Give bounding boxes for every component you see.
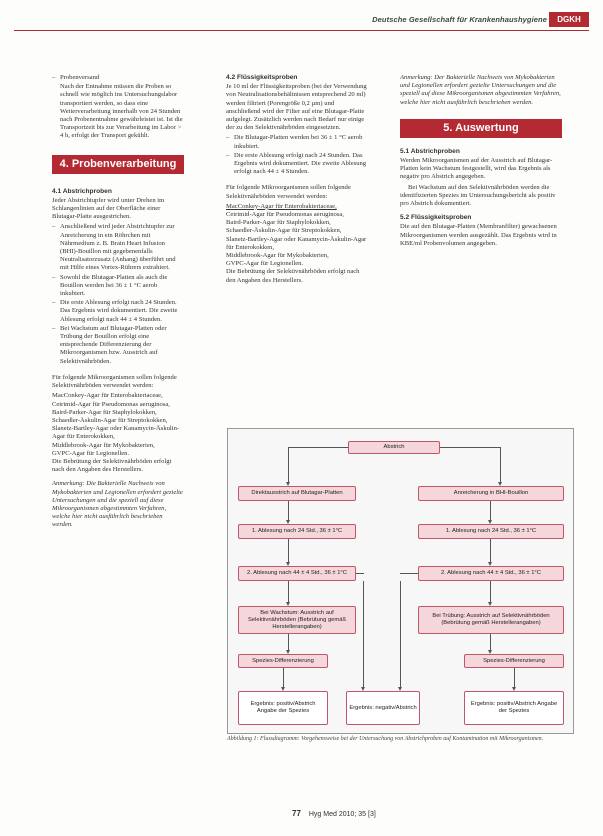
media-intro: Für folgende Mikroorganismen sollen folgende Selektivnährböden verwendet werden:	[52, 373, 177, 390]
arrow	[288, 634, 289, 651]
journal-header-tag: DGKH	[549, 12, 589, 27]
flow-left-growth: Bei Wachstum: Ausstrich auf Selektivnährböden (Bebrütung gemäß Herstellerangaben)	[238, 606, 356, 634]
media-item: Middlebrook-Agar für Mykobakterien,	[226, 252, 329, 260]
transport-list	[52, 74, 184, 82]
liquid-steps	[226, 134, 368, 176]
media-list	[52, 392, 184, 458]
arrow	[490, 501, 491, 521]
media-item: Baird-Parker-Agar für Staphylokokken,	[226, 219, 331, 227]
flow-right-reading-1: 1. Ablesung nach 24 Std., 36 ± 1°C	[418, 524, 564, 539]
flowchart	[227, 428, 574, 734]
flow-left-reading-2: 2. Ablesung nach 44 ± 4 Std., 36 ± 1°C	[238, 566, 356, 581]
flow-right-reading-2: 2. Ablesung nach 44 ± 4 Std., 36 ± 1°C	[418, 566, 564, 581]
subheading-4-1: 4.1 Abstrichproben	[52, 187, 112, 195]
swab-step: – Anschließend wird jeder Abstrichtupfer zur Anreicherung in ein Röhrchen mit Nährmedium z. B. Brain Heart Infusion (BHI)-Bouillon mit gegebenenfalls Neutralisatorzusatz (Anhang) überführt und mit Hilfe eines Vortex-Rührers extrahiert.	[52, 223, 184, 272]
swab-intro: Jeder Abstrichtupfer wird unter Drehen im Schlangenlinien auf der Oberfläche einer Blutagar-Platte ausgestrichen.	[52, 196, 165, 221]
flow-left-reading-1: 1. Ablesung nach 24 Std., 36 ± 1°C	[238, 524, 356, 539]
media-item: Schaedler-Äskulin-Agar für Streptokokken,	[52, 416, 168, 424]
liquid-media-intro: Für folgende Mikroorganismen sollen folgende Selektivnährböden verwendet werden:	[226, 184, 351, 200]
section-heading-4: 4. Probenverarbeitung	[52, 155, 184, 174]
flow-direct-plating: Direktausstrich auf Blutagar-Platten	[238, 486, 356, 501]
subheading-4-2: 4.2 Flüssigkeitsproben	[226, 74, 298, 81]
figure-caption: Abbildung 1: Flussdiagramm: Vorgehensweise bei der Untersuchung von Abstrichproben auf Kontamination mit Mikroorganismen.	[227, 736, 544, 742]
eval-swab-text-1: Werden Mikroorganismen auf der Ausstrich auf Blutagar-Platten kein Wachstum festgestellt, wird das Ergebnis als negativ pro Abstrich angegeben.	[400, 157, 553, 181]
remark-top: Anmerkung: Der Bakterielle Nachweis von Mykobakterien und Legionellen erfordert gezielte Untersuchungen und die speziell auf diese Mikroorganismen abgestimmten Verfahren, welche hier nicht ausführlich beschrieben werden.	[400, 74, 561, 106]
journal-citation: Hyg Med 2010; 35 [3]	[308, 811, 376, 818]
transport-item: – Probenversand	[52, 74, 184, 82]
arrow	[514, 668, 515, 688]
flow-enrichment: Anreicherung in BHI-Bouillon	[418, 486, 564, 501]
flow-result-positive-left: Ergebnis: positiv/Abstrich Angabe der Spezies	[238, 691, 328, 725]
connector-line	[288, 447, 348, 448]
media-item: MacConkey-Agar für Enterobakteriaceae,	[52, 392, 163, 400]
page-number: 77	[292, 809, 301, 818]
media-item: Slanetz-Bartley-Agar oder Kanamycin-Äskulin-Agar für Enterokokken,	[226, 235, 367, 251]
flow-right-differentiation: Spezies-Differenzierung	[464, 654, 564, 668]
media-item: Baird-Parker-Agar für Staphylokokken,	[52, 408, 157, 416]
swab-step: – Sowohl die Blutagar-Platten als auch die Bouillon werden bei 36 ± 1 °C aerob inkubiert.	[52, 274, 184, 299]
media-item: Cetrimid-Agar für Pseudomonas aeruginosa,	[52, 400, 170, 408]
liquid-incubation-note: Die Bebrütung der Selektivnährböden erfolgt nach den Angaben des Herstellers.	[226, 268, 360, 284]
arrow	[500, 447, 501, 483]
arrow	[288, 539, 289, 563]
flow-swab: Abstrich	[348, 441, 440, 454]
liquid-intro: Je 10 ml der Flüssigkeitsproben (bei der Verwendung von Neutralisationsbehältnissen entsprechend 20 ml) werden filtriert (Porengröße 0,2 µm) und anschließend wird der Filter auf eine Blutagar-Platte aufgelegt. Zusätzlich werden nach Bedarf nur einige der zu den Selektivnährböden eingesetzten.	[226, 83, 367, 132]
subheading-5-1: 5.1 Abstrichproben	[400, 147, 460, 155]
flow-result-positive-right: Ergebnis: positiv/Abstrich Angabe der Spezies	[464, 691, 564, 725]
transport-text: Nach der Entnahme müssen die Proben so schnell wie möglich ins Untersuchungslabor transportiert werden, so dass eine Weiterverarbeitung innerhalb von 24 Stunden nach Probenentnahme gewährleistet ist. Ist die Transportzeit bis zur Verarbeitung im Labor > 4 h, erfolgt der Transport gekühlt.	[60, 83, 183, 140]
arrow	[363, 581, 364, 688]
flow-right-turbidity: Bei Trübung: Ausstrich auf Selektivnährböden (Bebrütung gemäß Herstellerangaben)	[418, 606, 564, 634]
media-item: Schaedler-Äskulin-Agar für Streptokokken,	[226, 227, 342, 235]
arrow	[490, 581, 491, 603]
media-item: Slanetz-Bartley-Agar oder Kanamycin-Äskulin-Agar für Enterokokken,	[52, 425, 180, 441]
arrow	[288, 447, 289, 483]
connector-line	[356, 573, 364, 574]
media-item: MacConkey-Agar für Enterobakteriaceae,	[226, 202, 337, 210]
connector-line	[440, 447, 500, 448]
remark: Anmerkung: Die Bakterielle Nachweis von Mykobakterien und Legionellen erfordert gezielte Untersuchungen und die speziell auf diese Mikroorganismen abgestimmten Verfahren, welche hier nicht ausführlich beschrieben werden.	[52, 480, 183, 529]
column-1	[52, 74, 184, 532]
flow-left-differentiation: Spezies-Differenzierung	[238, 654, 328, 668]
arrow	[400, 581, 401, 688]
column-2	[226, 74, 368, 287]
eval-swab-text-2: Bei Wachstum auf den Selektivnährböden werden die identifizierten Spezies im Untersuchungsbericht als positiv pro Abstrich dokumentiert.	[400, 183, 556, 208]
media-item: GVPC-Agar für Legionellen.	[226, 260, 304, 268]
arrow	[288, 501, 289, 521]
flow-result-negative: Ergebnis: negativ/Abstrich	[346, 691, 420, 725]
arrow	[490, 634, 491, 651]
connector-line	[400, 573, 418, 574]
arrow	[288, 581, 289, 603]
liquid-media-list	[226, 203, 368, 269]
incubation-note: Die Bebrütung der Selektivnährböden erfolgt nach den Angaben des Herstellers.	[52, 457, 172, 474]
page-footer	[292, 809, 376, 818]
swab-steps	[52, 223, 184, 365]
journal-header-brand: Deutsche Gesellschaft für Krankenhaushygiene	[372, 15, 547, 24]
subheading-5-2: 5.2 Flüssigkeitsproben	[400, 214, 472, 222]
eval-liquid-text: Die auf den Blutagar-Platten (Membranfilter) gewachsenen Mikroorganismen werden ausgezählt. Das Ergebnis wird in KBE/ml Probenvolumen angegeben.	[400, 223, 557, 247]
arrow	[490, 539, 491, 563]
media-item: GVPC-Agar für Legionellen.	[52, 449, 130, 457]
swab-step: – Die erste Ablesung erfolgt nach 24 Stunden. Das Ergebnis wird dokumentiert. Die zweite Ablesung erfolgt nach 44 ± 4 Stunden.	[52, 299, 184, 324]
liquid-step: – Die Blutagar-Platten werden bei 36 ± 1 °C aerob inkubiert.	[226, 134, 368, 150]
media-item: Cetrimid-Agar für Pseudomonas aeruginosa,	[226, 211, 344, 219]
liquid-step: – Die erste Ablesung erfolgt nach 24 Stunden. Das Ergebnis wird dokumentiert. Die zweite Ablesung erfolgt nach 44 ± 4 Stunden.	[226, 152, 368, 177]
media-item: Middlebrook-Agar für Mykobakterien,	[52, 441, 155, 449]
column-3	[400, 74, 562, 250]
section-heading-5: 5. Auswertung	[400, 119, 562, 138]
swab-step: – Bei Wachstum auf Blutagar-Platten oder Trübung der Bouillon erfolgt eine entsprechende Differenzierung der Mikroorganismen bzw. Ausstrich auf Selektivnährböden.	[52, 325, 184, 366]
header-divider	[14, 30, 589, 31]
arrow	[283, 668, 284, 688]
